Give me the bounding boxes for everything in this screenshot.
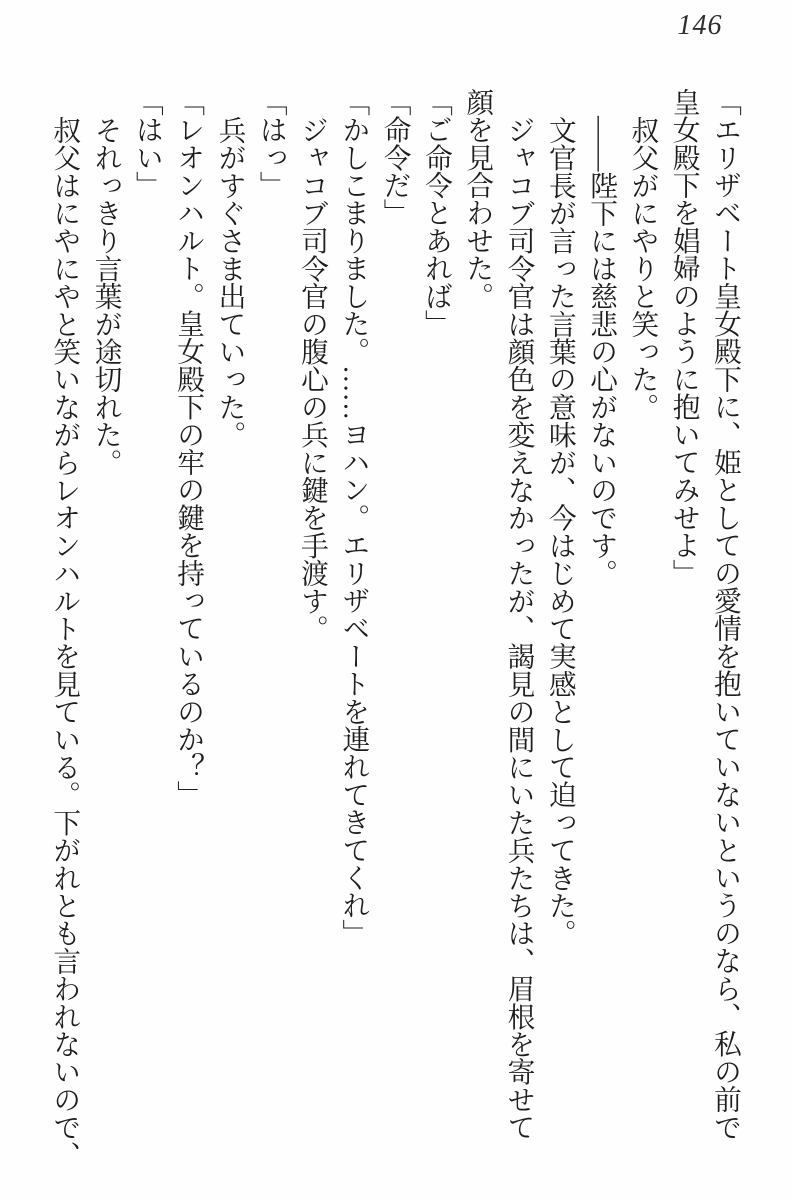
text-column: 「ご命令とあれば」: [420, 88, 452, 338]
text-column: 叔父はにやにやと笑いながらレオンハルトを見ている。下がれとも言われないので、: [49, 115, 81, 1169]
text-block: [44, 88, 746, 1169]
text-column: ジャコブ司令官の腹心の兵に鍵を手渡す。: [297, 115, 329, 642]
text-column: 「エリザベート皇女殿下に、姫としての愛情を抱いていないというのなら、私の前で: [710, 88, 741, 1141]
text-column: 「レオンハルト。皇女殿下の牢の鍵を持っているのか？」: [173, 88, 205, 809]
text-column: 文官長が言った言葉の意味が、今はじめて実感として迫ってきた。: [544, 115, 576, 947]
text-column: 「はっ」: [255, 88, 287, 199]
text-column: ジャコブ司令官は顔色を変えなかったが、謁見の間にいた兵たちは、眉根を寄せて: [503, 115, 535, 1141]
text-column: 兵がすぐさま出ていった。: [214, 115, 246, 449]
text-column: それっきり言葉が途切れた。: [90, 115, 122, 476]
page-number: 146: [677, 10, 723, 41]
text-column: 「かしこまりました。……ヨハン。エリザベートを連れてきてくれ」: [338, 88, 370, 947]
text-column: 「命令だ」: [379, 88, 411, 227]
text-column: ――陛下には慈悲の心がないのです。: [586, 115, 618, 587]
text-column: 皇女殿下を娼婦のように抱いてみせよ」: [668, 88, 700, 587]
text-column: 「はい」: [131, 88, 163, 199]
text-column: 叔父がにやりと笑った。: [627, 115, 659, 421]
text-column: 顔を見合わせた。: [462, 88, 494, 310]
